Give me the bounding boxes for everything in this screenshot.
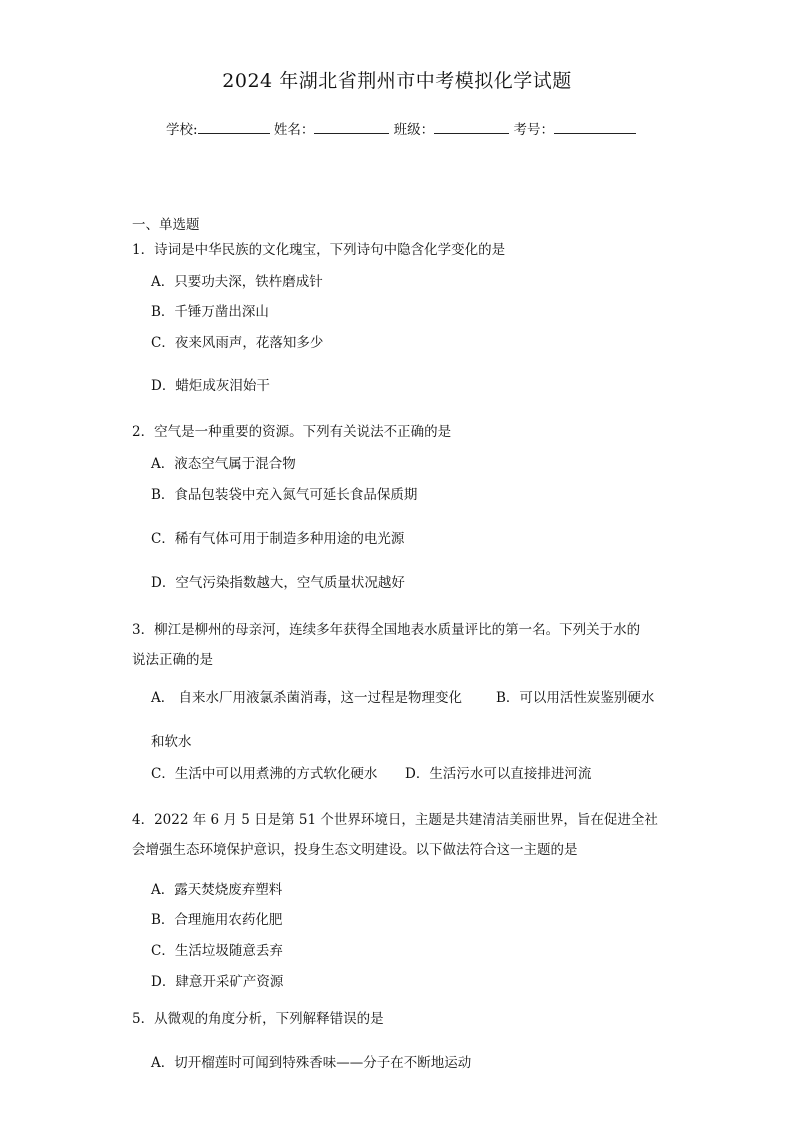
section-heading: 一、单选题 [132,217,200,233]
question-1-stem: 1．诗词是中华民族的文化瑰宝，下列诗句中隐含化学变化的是 [132,242,506,258]
question-2-option-b[interactable]: B．食品包装袋中充入氮气可延长食品保质期 [151,487,418,503]
question-1-option-d[interactable]: D．蜡炬成灰泪始干 [151,378,270,394]
question-5-option-a[interactable]: A．切开榴莲时可闻到特殊香味——分子在不断地运动 [151,1055,472,1071]
question-3-stem-line-1: 3．柳江是柳州的母亲河，连续多年获得全国地表水质量评比的第一名。下列关于水的 [132,622,641,638]
question-4-option-d[interactable]: D．肆意开采矿产资源 [151,974,284,990]
question-2-option-a[interactable]: A．液态空气属于混合物 [151,456,296,472]
school-label: 学校: [166,122,198,138]
question-2-stem: 2．空气是一种重要的资源。下列有关说法不正确的是 [132,424,452,440]
question-1-option-c[interactable]: C．夜来风雨声，花落知多少 [151,335,324,351]
question-4-stem-line-1: 4．2022 年 6 月 5 日是第 51 个世界环境日，主题是共建清洁美丽世界，旨在促进全社 [132,812,658,828]
name-label: 姓名： [273,122,315,138]
student-info-row [166,118,636,138]
exam-number-label: 考号： [513,122,554,138]
question-4-option-b[interactable]: B．合理施用农药化肥 [151,912,283,928]
question-4-stem-line-2: 会增强生态环境保护意识，投身生态文明建设。以下做法符合这一主题的是 [132,842,578,858]
question-4-option-c[interactable]: C．生活垃圾随意丢弃 [151,943,283,959]
question-3-option-b[interactable]: B．可以用活性炭鉴别硬水 [496,690,655,706]
exam-number-blank[interactable] [554,119,636,134]
class-blank[interactable] [434,119,509,134]
question-3-stem-line-2: 说法正确的是 [132,652,213,668]
question-3-option-b-continued[interactable]: 和软水 [151,734,192,750]
question-5-stem: 5．从微观的角度分析，下列解释错误的是 [132,1011,384,1027]
question-3-option-d[interactable]: D．生活污水可以直接排进河流 [405,766,592,782]
question-3-option-a[interactable]: A． 自来水厂用液氯杀菌消毒，这一过程是物理变化 [151,690,463,706]
school-blank[interactable] [198,119,270,134]
question-3-option-c[interactable]: C．生活中可以用煮沸的方式软化硬水 [151,766,378,782]
question-1-option-a[interactable]: A．只要功夫深，铁杵磨成针 [151,274,323,290]
name-blank[interactable] [314,119,389,134]
page-title: 2024 年湖北省荆州市中考模拟化学试题 [222,70,572,92]
question-1-option-b[interactable]: B．千锤万凿出深山 [151,304,269,320]
question-2-option-d[interactable]: D．空气污染指数越大，空气质量状况越好 [151,575,405,591]
class-label: 班级： [393,122,435,138]
question-4-option-a[interactable]: A．露天焚烧废弃塑料 [151,882,283,898]
question-2-option-c[interactable]: C．稀有气体可用于制造多种用途的电光源 [151,531,405,547]
